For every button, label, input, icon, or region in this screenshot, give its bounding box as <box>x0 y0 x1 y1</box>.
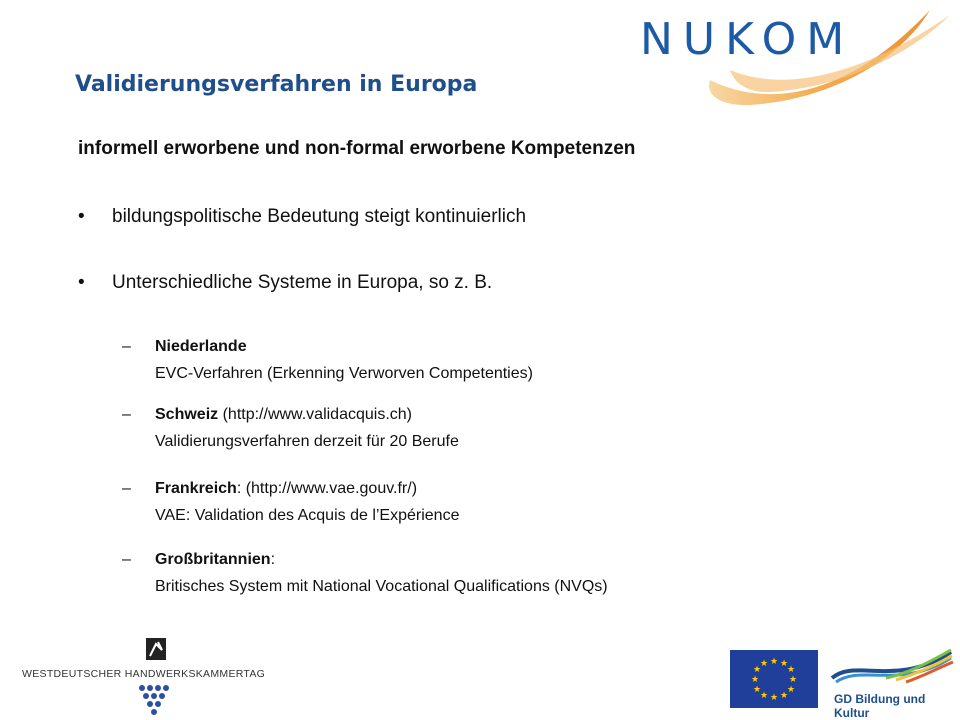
country-detail: (http://www.validacquis.ch) <box>218 406 412 423</box>
bullet-marker: • <box>78 272 85 293</box>
svg-text:★: ★ <box>752 685 762 695</box>
svg-text:★: ★ <box>779 659 789 669</box>
dash-marker: – <box>122 406 131 423</box>
item-description: Validierungsverfahren derzeit für 20 Berufe <box>155 433 459 450</box>
nukom-logo <box>600 0 960 120</box>
country-name: Niederlande <box>155 338 247 355</box>
dash-marker: – <box>122 338 131 355</box>
country-detail: : <box>270 551 276 568</box>
item-description: VAE: Validation des Acquis de l’Expérience <box>155 507 460 524</box>
svg-text:★: ★ <box>786 665 796 675</box>
svg-text:★: ★ <box>788 675 798 685</box>
country-name: Frankreich <box>155 480 237 497</box>
svg-text:★: ★ <box>759 691 769 701</box>
dash-marker: – <box>122 480 131 497</box>
svg-text:★: ★ <box>769 657 779 667</box>
svg-text:★: ★ <box>779 691 789 701</box>
country-name: Schweiz <box>155 406 219 423</box>
gd-bildung-logo <box>826 648 956 720</box>
dash-marker: – <box>122 551 131 568</box>
svg-text:★: ★ <box>786 685 796 695</box>
bullet-item <box>78 206 526 228</box>
bullet-item <box>78 272 492 294</box>
logo-text: NUKOM <box>640 14 855 65</box>
page-title: Validierungsverfahren in Europa <box>75 72 478 97</box>
svg-text:★: ★ <box>769 693 779 703</box>
rainbow-swoosh-icon <box>826 648 956 692</box>
svg-text:★: ★ <box>752 665 762 675</box>
org-name: WESTDEUTSCHER HANDWERKSKAMMERTAG <box>22 668 266 680</box>
item-description: Britisches System mit National Vocational Qualifications (NVQs) <box>155 578 608 595</box>
subtitle: informell erworbene und non-formal erworbene Kompetenzen <box>78 138 636 159</box>
whkt-logo <box>22 636 312 716</box>
svg-text:★: ★ <box>750 675 760 685</box>
country-detail: : (http://www.vae.gouv.fr/) <box>236 480 418 497</box>
item-description: EVC-Verfahren (Erkenning Verworven Competenties) <box>155 365 533 382</box>
eu-flag-icon <box>730 650 818 708</box>
gd-label: GD Bildung und Kultur <box>834 692 926 720</box>
bullet-text: bildungspolitische Bedeutung steigt kontinuierlich <box>112 206 527 227</box>
country-name: Großbritannien <box>155 551 271 568</box>
svg-text:★: ★ <box>759 659 769 669</box>
bullet-marker: • <box>78 206 85 227</box>
bullet-text: Unterschiedliche Systeme in Europa, so z. B. <box>112 272 493 293</box>
